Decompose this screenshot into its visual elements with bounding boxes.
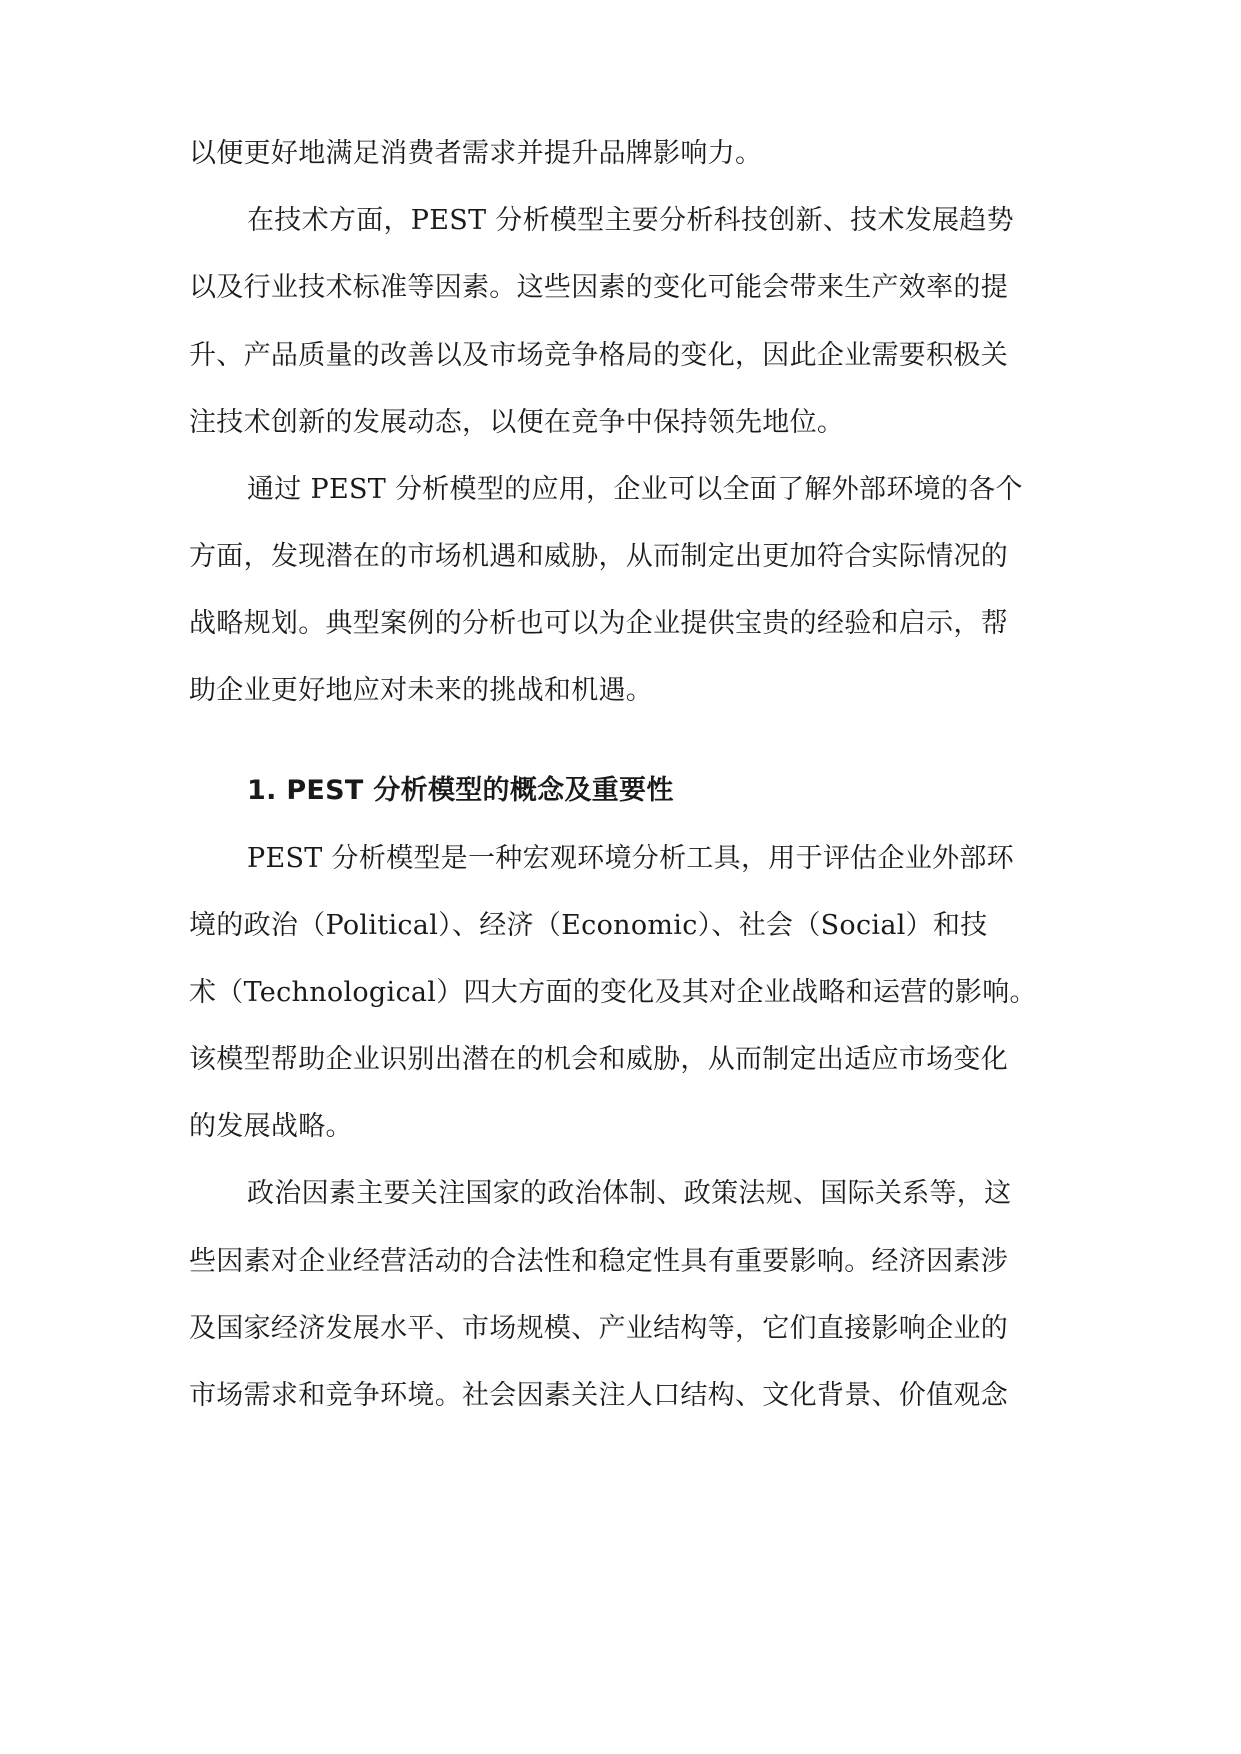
text-line: 术（Technological）四大方面的变化及其对企业战略和运营的影响。 <box>189 977 1037 1008</box>
section-heading: 1. PEST 分析模型的概念及重要性 <box>247 775 674 806</box>
text-line: 市场需求和竞争环境。社会因素关注人口结构、文化背景、价值观念 <box>189 1380 1008 1411</box>
text-line: 的发展战略。 <box>189 1111 353 1142</box>
text-line: 注技术创新的发展动态，以便在竞争中保持领先地位。 <box>189 407 845 438</box>
text-line: 升、产品质量的改善以及市场竞争格局的变化，因此企业需要积极关 <box>189 340 1008 371</box>
text-line: 以便更好地满足消费者需求并提升品牌影响力。 <box>189 138 763 169</box>
text-line: 在技术方面，PEST 分析模型主要分析科技创新、技术发展趋势 <box>247 205 1014 236</box>
text-line: 境的政治（Political）、经济（Economic）、社会（Social）和技 <box>189 910 988 941</box>
text-line: 及国家经济发展水平、市场规模、产业结构等，它们直接影响企业的 <box>189 1313 1008 1344</box>
text-line: 方面，发现潜在的市场机遇和威胁，从而制定出更加符合实际情况的 <box>189 541 1008 572</box>
text-line: PEST 分析模型是一种宏观环境分析工具，用于评估企业外部环 <box>247 843 1014 874</box>
text-line: 助企业更好地应对未来的挑战和机遇。 <box>189 675 654 706</box>
text-line: 该模型帮助企业识别出潜在的机会和威胁，从而制定出适应市场变化 <box>189 1044 1008 1075</box>
text-line: 以及行业技术标准等因素。这些因素的变化可能会带来生产效率的提 <box>189 272 1008 303</box>
text-line: 政治因素主要关注国家的政治体制、政策法规、国际关系等，这 <box>247 1178 1012 1209</box>
text-line: 通过 PEST 分析模型的应用，企业可以全面了解外部环境的各个 <box>247 474 1023 505</box>
text-line: 战略规划。典型案例的分析也可以为企业提供宝贵的经验和启示，帮 <box>189 608 1008 639</box>
text-line: 些因素对企业经营活动的合法性和稳定性具有重要影响。经济因素涉 <box>189 1246 1008 1277</box>
